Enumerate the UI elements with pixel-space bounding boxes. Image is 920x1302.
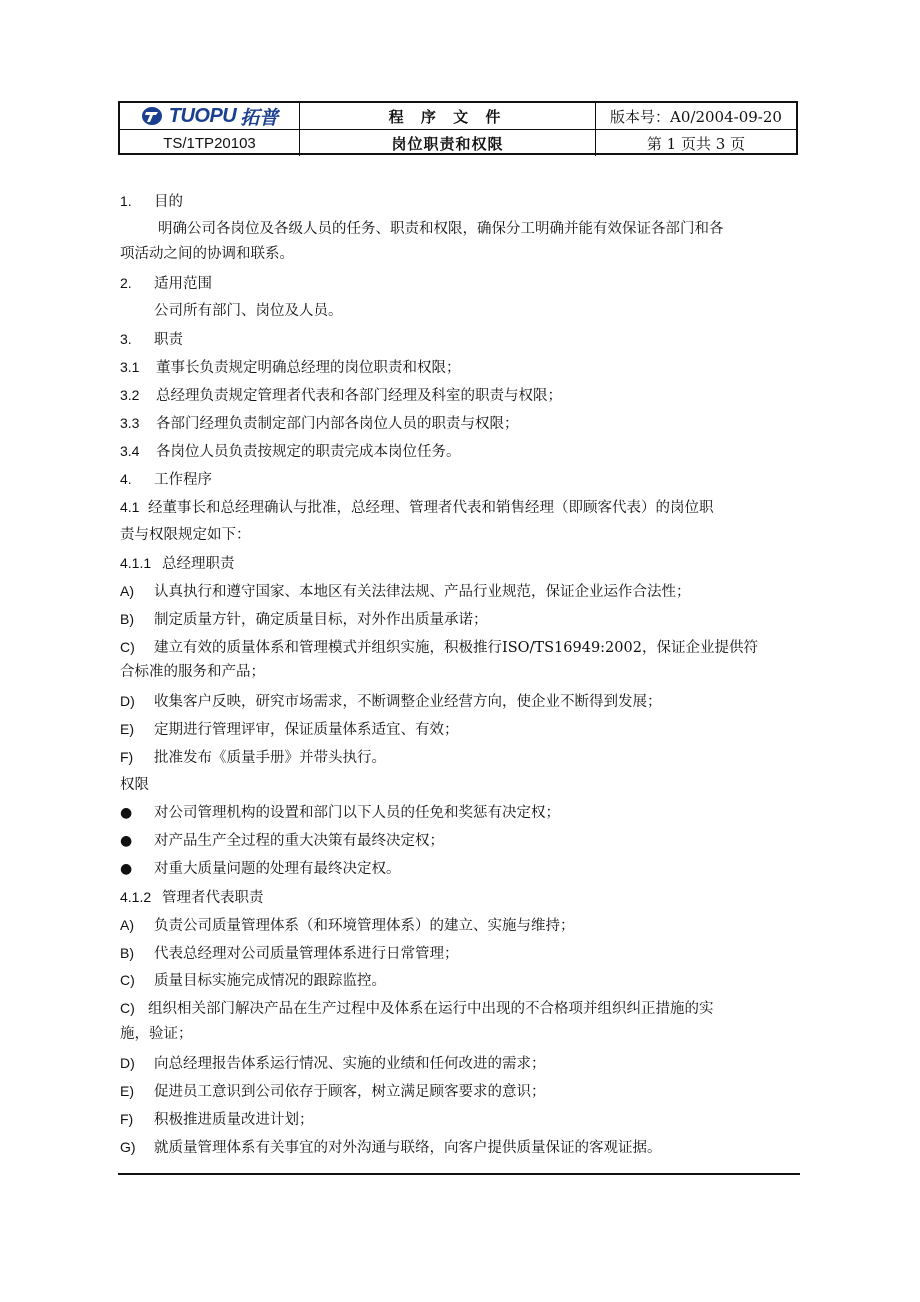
item-number: 3.2: [120, 387, 140, 403]
item-text: 制定质量方针，确定质量目标，对外作出质量承诺；: [154, 612, 488, 628]
list-item: [120, 691, 662, 712]
item-text: 批准发布《质量手册》并带头执行。: [154, 750, 386, 766]
item-label: B): [120, 611, 134, 627]
section-number: 2.: [120, 275, 132, 291]
section-4-heading: [120, 469, 212, 490]
item-label: A): [120, 917, 134, 933]
subsection-title: 管理者代表职责: [162, 890, 264, 906]
item-text: 认真执行和遵守国家、本地区有关法律法规、产品行业规范，保证企业运作合法性；: [154, 584, 691, 600]
item-number: 3.4: [120, 443, 140, 459]
item-text: 对公司管理机构的设置和部门以下人员的任免和奖惩有决定权；: [154, 805, 560, 821]
item-text: 积极推进质量改进计划；: [154, 1112, 314, 1128]
paragraph-line: 项活动之间的协调和联系。: [120, 246, 294, 262]
bullet-icon: ●: [120, 833, 133, 849]
paragraph-line: [120, 497, 714, 518]
bullet-item: [120, 803, 560, 823]
item-label: C): [120, 1000, 135, 1016]
section-3-heading: [120, 329, 183, 350]
item-text: 就质量管理体系有关事宜的对外沟通与联络，向客户提供质量保证的客观证据。: [154, 1140, 662, 1156]
list-item: [120, 943, 459, 964]
list-item: [120, 441, 461, 462]
section-number: 3.: [120, 331, 132, 347]
section-1-heading: [120, 191, 183, 212]
item-number: 3.1: [120, 359, 140, 375]
list-item-continuation: [120, 662, 265, 682]
item-label: C): [120, 972, 135, 988]
item-text: 对产品生产全过程的重大决策有最终决定权；: [154, 833, 444, 849]
company-logo: [141, 103, 279, 130]
item-text: 组织相关部门解决产品在生产过程中及体系在运行中出现的不合格项并组织纠正措施的实: [148, 1001, 714, 1017]
item-number: 3.3: [120, 415, 140, 431]
item-text: 向总经理报告体系运行情况、实施的业绩和任何改进的需求；: [154, 1056, 546, 1072]
logo-chinese-text: 拓普: [240, 106, 279, 129]
list-item: [120, 637, 758, 658]
item-text: 定期进行管理评审，保证质量体系适宜、有效；: [154, 722, 459, 738]
list-item: [120, 1109, 314, 1130]
logo-text: TUOPU: [168, 104, 237, 127]
document-type: 程 序 文 件: [300, 103, 596, 129]
item-text: 施，验证；: [120, 1026, 193, 1042]
bullet-icon: ●: [120, 805, 133, 821]
paragraph-line: 公司所有部门、岗位及人员。: [154, 303, 343, 319]
subsection-title: 总经理职责: [162, 556, 235, 572]
paragraph-line: 责与权限规定如下：: [120, 527, 251, 543]
item-text: 董事长负责规定明确总经理的岗位职责和权限；: [156, 360, 461, 376]
item-text: 促进员工意识到公司依存于顾客，树立满足顾客要求的意识；: [154, 1084, 546, 1100]
section-title: 目的: [154, 194, 183, 210]
item-text: 各岗位人员负责按规定的职责完成本岗位任务。: [156, 444, 461, 460]
footer-divider: [118, 1173, 800, 1175]
item-label: B): [120, 945, 134, 961]
item-label: F): [120, 1111, 134, 1127]
list-item: [120, 915, 575, 936]
page-info: 第 1 页共 3 页: [646, 134, 746, 153]
list-item: [120, 970, 386, 991]
item-text: 对重大质量问题的处理有最终决定权。: [154, 861, 401, 877]
item-text: 建立有效的质量体系和管理模式并组织实施，积极推行ISO/TS16949:2002，保证企业提供符: [154, 640, 758, 656]
list-item: [120, 719, 459, 740]
header-row-1: [120, 103, 796, 129]
logo-mark-icon: [141, 106, 165, 126]
item-label: D): [120, 693, 135, 709]
bullet-icon: ●: [120, 861, 133, 877]
item-text: 代表总经理对公司质量管理体系进行日常管理；: [154, 946, 459, 962]
list-item: [120, 357, 461, 378]
item-label: D): [120, 1055, 135, 1071]
list-item: [120, 998, 714, 1019]
list-item: [120, 609, 488, 630]
section-2-heading: [120, 273, 212, 294]
document-header-table: [118, 101, 798, 155]
item-text: 负责公司质量管理体系（和环境管理体系）的建立、实施与维持；: [154, 918, 575, 934]
item-label: E): [120, 1083, 134, 1099]
item-label: F): [120, 749, 134, 765]
section-title: 职责: [154, 332, 183, 348]
authority-heading: 权限: [120, 777, 149, 793]
item-label: A): [120, 583, 134, 599]
version-number: 版本号：A0/2004-09-20: [610, 107, 782, 126]
bullet-item: [120, 831, 444, 851]
logo-cell: [120, 103, 300, 129]
item-text: 质量目标实施完成情况的跟踪监控。: [154, 973, 386, 989]
list-item: [120, 1137, 662, 1158]
item-text: 收集客户反映，研究市场需求，不断调整企业经营方向，使企业不断得到发展；: [154, 694, 662, 710]
section-number: 1.: [120, 193, 132, 209]
item-text: 合标准的服务和产品；: [120, 664, 265, 680]
document-code: TS/1TP20103: [120, 130, 300, 156]
paragraph-line: 明确公司各岗位及各级人员的任务、职责和权限，确保分工明确并能有效保证各部门和各: [158, 221, 724, 237]
item-text: 各部门经理负责制定部门内部各岗位人员的职责与权限；: [156, 416, 519, 432]
subsection-heading: [120, 887, 264, 908]
item-number: 4.1.1: [120, 555, 152, 571]
bullet-item: [120, 859, 401, 879]
item-text: 经董事长和总经理确认与批准，总经理、管理者代表和销售经理（即顾客代表）的岗位职: [148, 500, 714, 516]
list-item: [120, 385, 562, 406]
list-item-continuation: [120, 1024, 193, 1044]
section-title: 适用范围: [154, 276, 212, 292]
item-text: 总经理负责规定管理者代表和各部门经理及科室的职责与权限；: [156, 388, 562, 404]
list-item: [120, 413, 519, 434]
subsection-heading: [120, 553, 235, 574]
item-label: E): [120, 721, 134, 737]
item-number: 4.1: [120, 499, 140, 515]
list-item: [120, 747, 386, 768]
list-item: [120, 581, 691, 602]
item-label: C): [120, 639, 135, 655]
list-item: [120, 1081, 546, 1102]
section-number: 4.: [120, 471, 132, 487]
item-label: G): [120, 1139, 136, 1155]
item-number: 4.1.2: [120, 889, 152, 905]
document-title: 岗位职责和权限: [300, 130, 596, 156]
header-row-2: [120, 129, 796, 156]
section-title: 工作程序: [154, 472, 212, 488]
list-item: [120, 1053, 546, 1074]
